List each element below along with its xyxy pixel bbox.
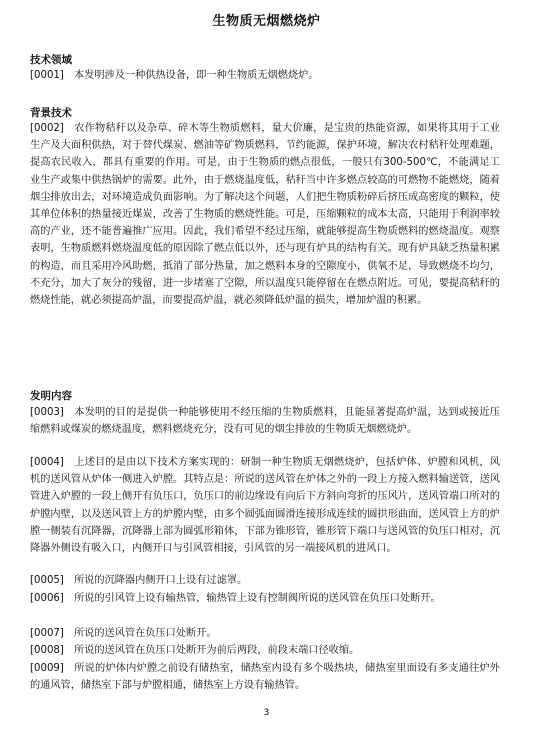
paragraph-number: [0009] bbox=[30, 663, 64, 674]
paragraph-0003 bbox=[30, 404, 500, 438]
paragraph-0004 bbox=[30, 454, 500, 557]
paragraph-number: [0005] bbox=[30, 575, 64, 586]
paragraph-text: 所说的送风管在负压口处断开为前后两段，前段末端口径收缩。 bbox=[74, 645, 360, 656]
paragraph-text: 上述目的是由以下技术方案实现的：研制一种生物质无烟燃烧炉，包括炉体、炉膛和风机，风机的送风管从炉体一侧进入炉膛。其特点是：所说的送风管在炉体之外的一段上方接入燃料输送管，送风管进入炉膛的一段上侧开有负压口，负压口的前边缘设有向后下方斜向弯折的压风片，送风管端口所对的炉膛内壁，以及送风管上方的炉膛内壁，由多个圆弧面圆滑连接形成连续的圆拱形曲面，送风管上方的炉膛一侧装有沉降器，沉降器上部为圆弧形箱体，下部为锥形管，锥形管下端口与送风管的负压口相对，沉降器外侧设有吸入口，内侧开口与引风管相接，引风管的另一端接风机的进风口。 bbox=[30, 457, 500, 555]
paragraph-text: 本发明涉及一种供热设备，即一种生物质无烟燃烧炉。 bbox=[74, 70, 319, 81]
section-heading-background: 背景技术 bbox=[30, 107, 72, 119]
paragraph-0005 bbox=[30, 572, 500, 589]
paragraph-0001 bbox=[30, 67, 500, 84]
paragraph-0006 bbox=[30, 590, 500, 607]
paragraph-number: [0008] bbox=[30, 645, 64, 656]
paragraph-number: [0007] bbox=[30, 628, 64, 639]
paragraph-0008 bbox=[30, 642, 500, 659]
document-title: 生物质无烟燃烧炉 bbox=[212, 14, 321, 29]
paragraph-text: 农作物秸秆以及杂草、碎木等生物质燃料，量大价廉，是宝贵的热能资源，如果将其用于工业生产及大面积供热，对于替代煤炭、燃油等矿物质燃料，节约能源，保护环境，解决农村秸秆处理难题，提高农民收入，都具有重要的作用。可是，由于生物质的燃点很低，一般只有300-500℃，不能满足工业生产或集中供热锅炉的需要。此外，由于燃烧温度低，秸秆当中许多燃点较高的可燃物不能燃烧，随着烟尘排放出去，对环境造成负面影响。为了解决这个问题，人们把生物质粉碎后挤压成高密度的颗粒，使其单位体积的热量接近煤炭，改善了生物质的燃烧性能。可是，压缩颗粒的成本太高，只能用于利润率较高的产业，还不能普遍推广应用。因此，我们希望不经过压缩，就能够提高生物质燃料的燃烧温度。观察表明，生物质燃料燃烧温度低的原因除了燃点低以外，还与现有炉具的结构有关。现有炉具缺乏热量积累的构造，而且采用冷风助燃，抵消了部分热量，加之燃料本身的空隙度小，供氧不足，导致燃烧不均匀，不充分，加大了灰分的残留，进一步堵塞了空隙，所以温度只能停留在在燃点附近。可见，要提高秸秆的燃烧性能，就必须提高炉温，而要提高炉温，就必须降低炉温的损失，增加炉温的积累。 bbox=[30, 123, 500, 307]
paragraph-0009 bbox=[30, 660, 500, 694]
paragraph-text: 本发明的目的是提供一种能够使用不经压缩的生物质燃料，且能显著提高炉温，达到或接近压缩燃料或煤炭的燃烧温度，燃料燃烧充分，没有可见的烟尘排放的生物质无烟燃烧炉。 bbox=[30, 407, 500, 436]
paragraph-0002 bbox=[30, 120, 500, 309]
paragraph-number: [0006] bbox=[30, 593, 64, 604]
page-number: 3 bbox=[263, 708, 270, 718]
paragraph-text: 所说的炉体内炉膛之前设有储热室，储热室内设有多个吸热块，储热室里面设有多支通往炉外的通风管，储热室下部与炉膛相通，储热室上方设有输热管。 bbox=[30, 663, 500, 692]
paragraph-text: 所说的沉降器内侧开口上设有过滤罩。 bbox=[74, 575, 248, 586]
paragraph-number: [0003] bbox=[30, 407, 64, 418]
paragraph-number: [0004] bbox=[30, 457, 64, 468]
paragraph-number: [0001] bbox=[30, 70, 64, 81]
paragraph-0007 bbox=[30, 625, 500, 642]
section-heading-technical-field: 技术领域 bbox=[30, 54, 72, 66]
paragraph-text: 所说的送风管在负压口处断开。 bbox=[74, 628, 217, 639]
section-heading-summary: 发明内容 bbox=[30, 390, 72, 402]
paragraph-text: 所说的引风管上设有输热管，输热管上设有控制阀所说的送风管在负压口处断开。 bbox=[74, 593, 441, 604]
paragraph-number: [0002] bbox=[30, 123, 64, 134]
